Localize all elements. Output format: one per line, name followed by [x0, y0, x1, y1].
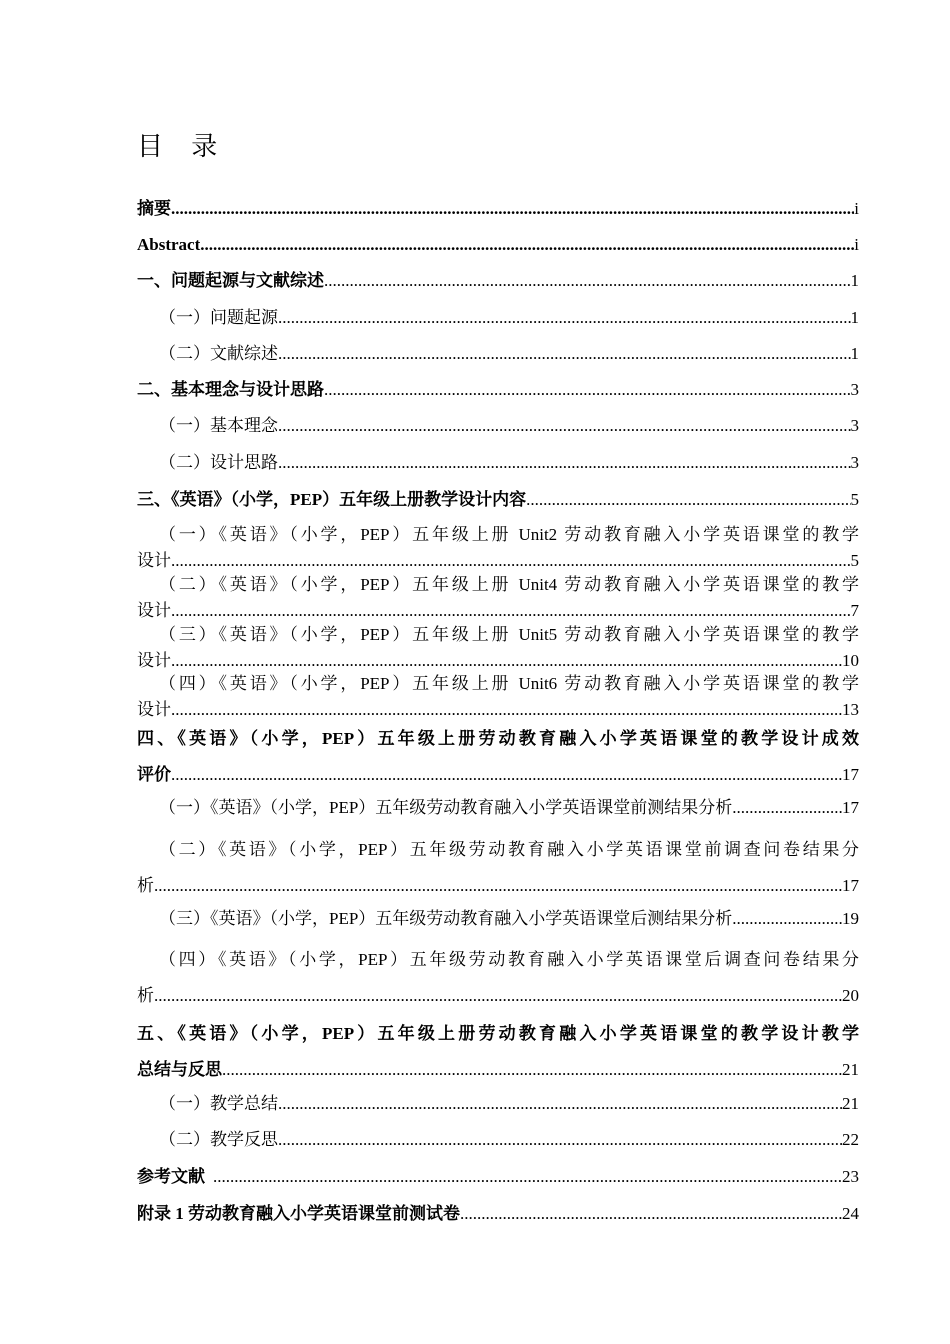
- toc-entry-label-continued: 设计: [137, 700, 171, 719]
- dot-leader: [324, 268, 851, 294]
- toc-entry-label-continued: 总结与反思: [137, 1060, 222, 1079]
- toc-entry[interactable]: [137, 341, 859, 367]
- toc-page-number: 1: [850, 344, 859, 363]
- toc-entry[interactable]: [137, 1201, 859, 1227]
- toc-entry-label: （四）《英语》（小学，PEP）五年级劳动教育融入小学英语课堂后调查问卷结果分: [159, 950, 859, 969]
- toc-entry[interactable]: [137, 450, 859, 476]
- toc-page-number: 5: [850, 490, 859, 509]
- toc-entry-label: 五、《英语》（小学，PEP）五年级上册劳动教育融入小学英语课堂的教学设计教学: [137, 1024, 859, 1043]
- toc-page-number: 22: [842, 1130, 859, 1149]
- toc-page-number: 5: [850, 551, 859, 570]
- dot-leader: [154, 868, 842, 904]
- toc-entry-label: 附录 1 劳动教育融入小学英语课堂前测试卷: [137, 1204, 460, 1223]
- toc-entry-label: （一）基本理念: [159, 416, 278, 435]
- dot-leader: [526, 487, 850, 513]
- toc-entry[interactable]: [137, 305, 859, 331]
- toc-entry-label: （二）教学反思: [159, 1130, 278, 1149]
- toc-entry[interactable]: [137, 377, 859, 403]
- toc-entry-label: 三、《英语》（小学，PEP）五年级上册教学设计内容: [137, 490, 527, 509]
- toc-entry-label: （三）《英语》（小学，PEP）五年级上册 Unit5 劳动教育融入小学英语课堂的教学: [159, 625, 859, 644]
- toc-entry-label: （二）设计思路: [159, 453, 278, 472]
- toc-entry[interactable]: [137, 832, 859, 904]
- toc-entry-label: （一）教学总结: [159, 1094, 278, 1113]
- toc-page-number: 17: [842, 876, 859, 895]
- toc-entry[interactable]: [137, 232, 859, 258]
- dot-leader: [278, 341, 851, 367]
- toc-title: 目 录: [137, 132, 228, 162]
- dot-leader: [732, 795, 842, 821]
- dot-leader: [222, 1052, 842, 1088]
- toc-page-number: 17: [842, 798, 859, 817]
- toc-entry[interactable]: [137, 622, 859, 674]
- toc-page-number: 17: [842, 765, 859, 784]
- toc-entry-label: （一）《英语》（小学，PEP）五年级上册 Unit2 劳动教育融入小学英语课堂的教学: [159, 525, 859, 544]
- toc-page-number: 21: [842, 1094, 859, 1113]
- dot-leader: [171, 757, 842, 793]
- dot-leader: [324, 377, 851, 403]
- dot-leader: [171, 548, 851, 574]
- toc-page-number: 3: [850, 380, 859, 399]
- dot-leader: [732, 906, 842, 932]
- toc-entry-label: （四）《英语》（小学，PEP）五年级上册 Unit6 劳动教育融入小学英语课堂的教学: [159, 674, 859, 693]
- dot-leader: [171, 598, 851, 624]
- toc-entry[interactable]: [137, 1164, 859, 1190]
- toc-entry[interactable]: [137, 671, 859, 723]
- toc-entry[interactable]: [137, 572, 859, 624]
- toc-entry-label: （二）《英语》（小学，PEP）五年级劳动教育融入小学英语课堂前调查问卷结果分: [159, 840, 859, 859]
- toc-page-number: 20: [842, 986, 859, 1005]
- toc-entry[interactable]: [137, 795, 859, 821]
- toc-entry[interactable]: [137, 268, 859, 294]
- toc-entry-label: （一）问题起源: [159, 308, 278, 327]
- toc-page-number: 3: [850, 453, 859, 472]
- toc-page-number: 23: [842, 1167, 859, 1186]
- dot-leader: [278, 305, 851, 331]
- toc-page-number: 10: [842, 651, 859, 670]
- toc-entry-label-continued: 设计: [137, 601, 171, 620]
- toc-entry-label-continued: 析: [137, 876, 154, 895]
- toc-page-number: i: [854, 235, 859, 254]
- dot-leader: [213, 1164, 842, 1190]
- toc-page-number: 1: [850, 308, 859, 327]
- toc-entry[interactable]: [137, 906, 859, 932]
- dot-leader: [460, 1201, 842, 1227]
- toc-entry-label: 一、问题起源与文献综述: [137, 271, 324, 290]
- dot-leader: [171, 196, 854, 222]
- toc-entry-label-continued: 评价: [137, 765, 171, 784]
- toc-entry-label: 四、《英语》（小学，PEP）五年级上册劳动教育融入小学英语课堂的教学设计成效: [137, 729, 859, 748]
- dot-leader: [154, 978, 842, 1014]
- toc-entry[interactable]: [137, 1091, 859, 1117]
- toc-page-number: 3: [850, 416, 859, 435]
- toc-page-number: 7: [850, 601, 859, 620]
- toc-entry-label-continued: 设计: [137, 551, 171, 570]
- toc-entry[interactable]: [137, 942, 859, 1014]
- toc-entry[interactable]: [137, 196, 859, 222]
- dot-leader: [171, 697, 842, 723]
- toc-entry-label: 二、基本理念与设计思路: [137, 380, 324, 399]
- dot-leader: [200, 232, 854, 258]
- toc-entry-label: （二）文献综述: [159, 344, 278, 363]
- toc-entry-label: 摘要: [137, 199, 171, 218]
- toc-entry[interactable]: [137, 413, 859, 439]
- dot-leader: [278, 1127, 842, 1153]
- dot-leader: [278, 450, 851, 476]
- toc-entry[interactable]: [137, 721, 859, 793]
- toc-entry[interactable]: [137, 487, 859, 513]
- toc-entry-label: Abstract: [137, 235, 201, 254]
- toc-page-number: 21: [842, 1060, 859, 1079]
- toc-entry[interactable]: [137, 1127, 859, 1153]
- dot-leader: [278, 1091, 842, 1117]
- dot-leader: [278, 413, 851, 439]
- toc-page-number: 13: [842, 700, 859, 719]
- toc-entry-label: （二）《英语》（小学，PEP）五年级上册 Unit4 劳动教育融入小学英语课堂的教学: [159, 575, 859, 594]
- toc-page-number: 1: [850, 271, 859, 290]
- toc-page-number: 24: [842, 1204, 859, 1223]
- toc-page-number: 19: [842, 909, 859, 928]
- toc-page-number: i: [854, 199, 859, 218]
- toc-entry-label: （三）《英语》（小学，PEP）五年级劳动教育融入小学英语课堂后测结果分析: [159, 909, 733, 928]
- toc-entry-label-continued: 设计: [137, 651, 171, 670]
- toc-entry[interactable]: [137, 522, 859, 574]
- toc-entry-label: 参考文献: [137, 1167, 205, 1186]
- toc-entry-label-continued: 析: [137, 986, 154, 1005]
- toc-entry[interactable]: [137, 1016, 859, 1088]
- toc-entry-label: （一）《英语》（小学，PEP）五年级劳动教育融入小学英语课堂前测结果分析: [159, 798, 733, 817]
